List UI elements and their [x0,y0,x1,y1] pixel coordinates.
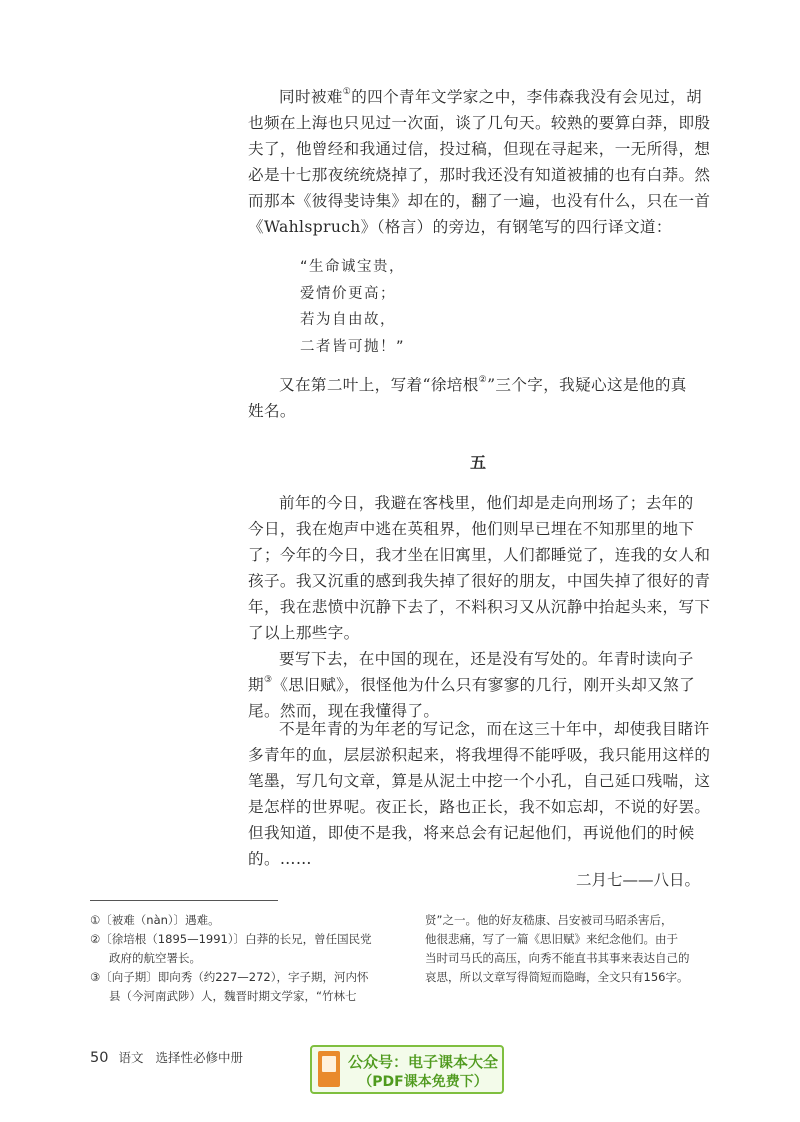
text-segment: 同时被难 [279,88,343,106]
text-line: 了；今年的今日，我才坐在旧寓里，人们都睡觉了，连我的女人和 [248,546,711,564]
footer-subject: 语文 [118,1050,144,1065]
footnote-ref [479,375,487,385]
text-line: 不是年青的为年老的写记念，而在这三十年中，却使我目睹许 [279,720,710,738]
text-segment: 又在第二叶上，写着“徐培根 [279,376,479,394]
text-line: 了以上那些字。 [248,624,360,642]
footnote-line: 他很悲痛，写了一篇《思旧赋》来纪念他们。由于 [425,932,678,946]
book-logo-icon [318,1051,340,1087]
poem-line: “生命诚宝贵， [300,259,406,275]
text-line: 笔墨，写几句文章，算是从泥土中挖一个小孔，自己延口残喘，这 [248,772,711,790]
footnotes-right [425,911,690,987]
poem-line: 爱情价更高； [300,285,396,302]
footnote-line: 哀思，所以文章写得简短而隐晦，全文只有156字。 [425,970,689,984]
text-line: 多青年的血，层层淤积起来，将我埋得不能呼吸，我只能用这样的 [248,746,711,764]
footnote-line: 贤”之一。他的好友嵇康、吕安被司马昭杀害后， [425,913,673,927]
text-segment: 期 [248,676,264,694]
poem-line: 二者皆可抛！” [300,338,406,355]
footnote-line: 当时司马氏的高压，向秀不能直书其事来表达自己的 [425,951,690,965]
page-footer [90,1048,243,1066]
paragraph-5 [248,716,711,872]
stamp-line-2: （PDF课本免费下） [358,1074,488,1090]
paragraph-4 [248,646,700,724]
footnote-divider [90,900,278,901]
text-line: 今日，我在炮声中逃在英租界，他们则早已埋在不知那里的地下 [248,520,695,538]
footer-book: 选择性必修中册 [155,1050,243,1065]
stamp-line-1: 公众号：电子课本大全 [348,1053,499,1071]
text-line [248,372,700,398]
text-segment: ”三个字，我疑心这是他的真 [487,376,687,394]
footnote-ref [264,675,272,685]
text-line: 尾。然而，现在我懂得了。 [248,702,440,720]
footnote-line: 县（今河南武陟）人，魏晋时期文学家，“竹林七 [109,989,357,1003]
dateline: 二月七——八日。 [575,871,700,889]
footnote-marker: ② [478,374,488,385]
section-heading: 五 [470,453,487,472]
text-line: 而那本《彼得斐诗集》却在的，翻了一遍，也没有什么，只在一首 [248,192,711,210]
text-line [248,84,700,110]
watermark-stamp [310,1045,504,1094]
footnote-ref [343,87,351,97]
text-line: 《Wahlspruch》（格言）的旁边，有钢笔写的四行译文道： [248,218,672,236]
page-number: 50 [90,1050,109,1066]
poem-translation [300,254,600,360]
paragraph-1 [248,84,711,240]
text-line [248,672,700,698]
text-line: 但我知道，即使不是我，将来总会有记起他们，再说他们的时候 [248,824,695,842]
footnote-marker: ③ [263,674,273,685]
footnote-line: ②〔徐培根（1895—1991）〕白莽的长兄，曾任国民党 [90,932,372,946]
poem-line: 若为自由故， [300,312,396,328]
text-line: 也频在上海也只见过一次面，谈了几句天。较熟的要算白莽，即殷 [248,114,711,132]
text-segment: 《思旧赋》，很怪他为什么只有寥寥的几行，刚开头却又煞了 [272,676,696,694]
text-line: 要写下去，在中国的现在，还是没有写处的。年青时读向子 [279,650,694,668]
text-line: 夫了，他曾经和我通过信，投过稿，但现在寻起来，一无所得，想 [248,140,711,158]
text-line: 孩子。我又沉重的感到我失掉了很好的朋友，中国失掉了很好的青 [248,572,711,590]
text-line: 年，我在悲愤中沉静下去了，不料积习又从沉静中抬起头来，写下 [248,598,711,616]
text-segment: 的四个青年文学家之中，李伟森我没有会见过，胡 [351,88,702,106]
text-line: 必是十七那夜统统烧掉了，那时我还没有知道被捕的也有白莽。然 [248,166,711,184]
text-line: 的。…… [248,850,312,868]
text-line: 是怎样的世界呢。夜正长，路也正长，我不如忘却，不说的好罢。 [248,798,711,816]
text-line: 姓名。 [248,402,296,420]
footnote-line: 政府的航空署长。 [109,951,201,965]
footnotes-left [90,911,372,1006]
footnote-marker: ① [342,86,352,97]
text-line: 前年的今日，我避在客栈里，他们却是走向刑场了；去年的 [279,494,694,512]
paragraph-2 [248,372,700,424]
footnote-line: ①〔被难（nàn）〕遇难。 [90,913,220,927]
paragraph-3 [248,490,711,646]
footnote-line: ③〔向子期〕即向秀（约227—272），字子期，河内怀 [90,970,369,984]
